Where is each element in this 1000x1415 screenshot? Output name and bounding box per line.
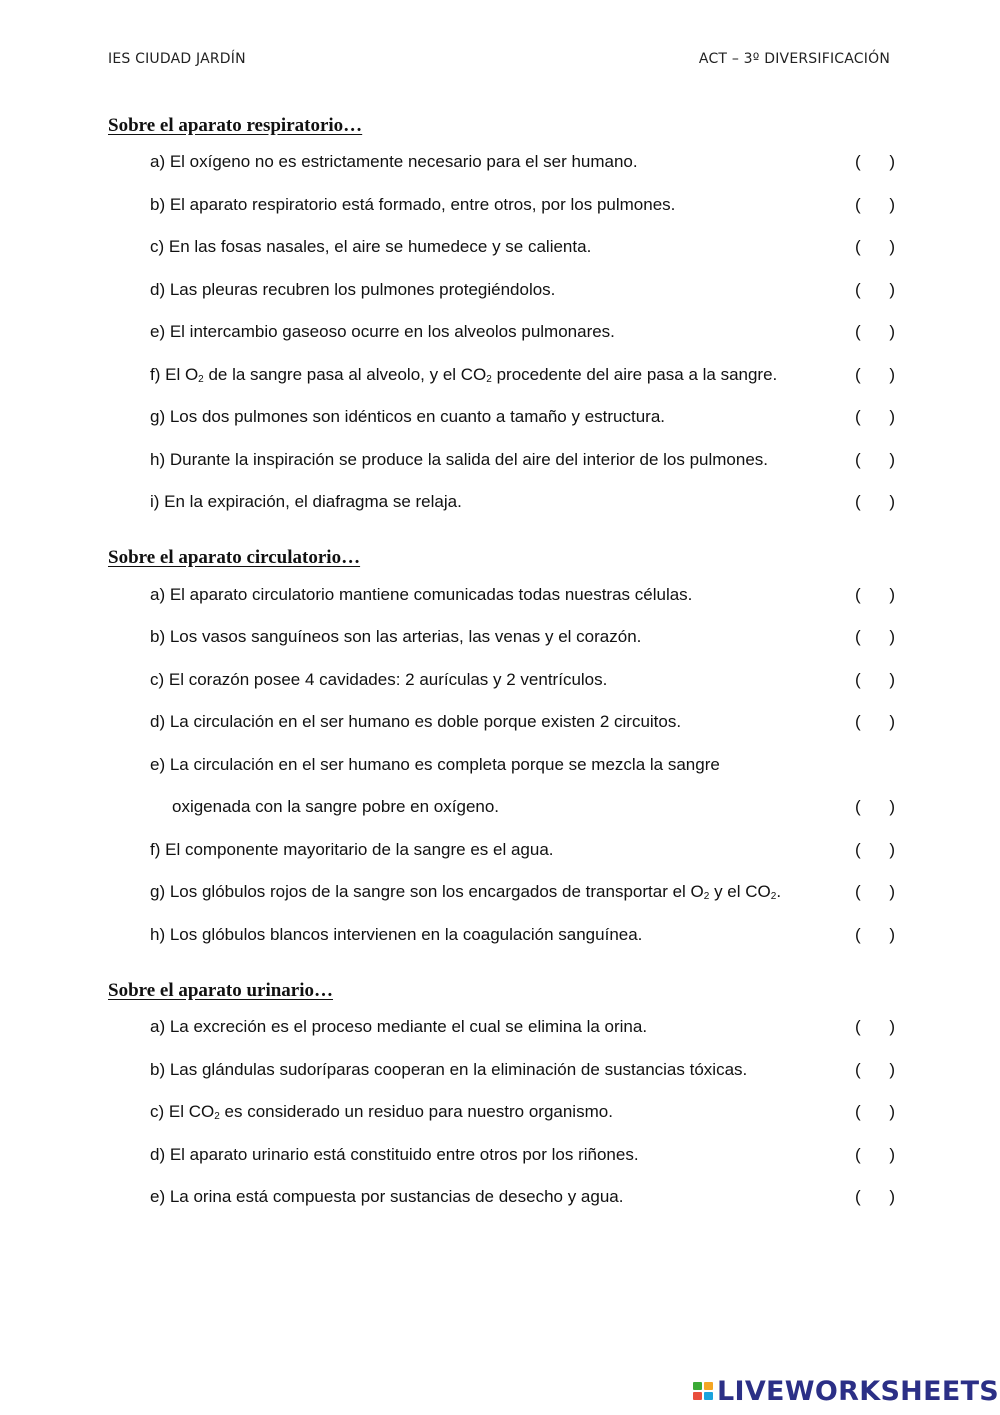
question-text: f) El $O_2$ de la sangre pasa al alveolo, y el $CO_2$ procedente del aire pasa a la sangre. (150, 365, 778, 385)
question-text: h) Los glóbulos blancos intervienen en la coagulación sanguínea. (150, 925, 643, 944)
paren-open: ( (855, 407, 861, 426)
paren-open: ( (855, 450, 861, 469)
paren-close: ) (889, 237, 895, 256)
answer-box[interactable] (855, 797, 895, 817)
paren-close: ) (889, 152, 895, 171)
paren-close: ) (889, 840, 895, 859)
paren-open: ( (855, 492, 861, 511)
paren-open: ( (855, 797, 861, 816)
paren-close: ) (889, 627, 895, 646)
paren-open: ( (855, 1060, 861, 1079)
section-title-circulatorio: Sobre el aparato circulatorio… (108, 547, 361, 568)
answer-box[interactable] (855, 195, 895, 215)
logo-square-blue (704, 1392, 713, 1400)
liveworksheets-logo-text: LIVEWORKSHEETS (717, 1375, 1000, 1407)
paren-open: ( (855, 882, 861, 901)
logo-square-green (693, 1382, 702, 1390)
answer-box[interactable] (855, 925, 895, 945)
paren-open: ( (855, 925, 861, 944)
paren-open: ( (855, 1102, 861, 1121)
paren-close: ) (889, 1145, 895, 1164)
section-title-urinario: Sobre el aparato urinario… (108, 980, 334, 1001)
paren-open: ( (855, 670, 861, 689)
paren-open: ( (855, 1145, 861, 1164)
answer-box[interactable] (855, 237, 895, 257)
question-text-continuation: oxigenada con la sangre pobre en oxígeno. (172, 797, 500, 816)
question-text: a) El oxígeno no es estrictamente necesario para el ser humano. (150, 152, 638, 171)
paren-close: ) (889, 195, 895, 214)
paren-open: ( (855, 627, 861, 646)
question-text: b) Los vasos sanguíneos son las arterias, las venas y el corazón. (150, 627, 642, 646)
paren-close: ) (889, 1187, 895, 1206)
answer-box[interactable] (855, 670, 895, 690)
question-text: e) La circulación en el ser humano es completa porque se mezcla la sangre (150, 755, 720, 774)
paren-open: ( (855, 322, 861, 341)
answer-box[interactable] (855, 1017, 895, 1037)
paren-open: ( (855, 840, 861, 859)
paren-close: ) (889, 797, 895, 816)
answer-box[interactable] (855, 1187, 895, 1207)
question-text: d) El aparato urinario está constituido entre otros por los riñones. (150, 1145, 639, 1164)
paren-open: ( (855, 1187, 861, 1206)
paren-close: ) (889, 670, 895, 689)
answer-box[interactable] (855, 1145, 895, 1165)
liveworksheets-logo[interactable] (693, 1376, 999, 1406)
answer-box[interactable] (855, 365, 895, 385)
question-text: c) El corazón posee 4 cavidades: 2 aurículas y 2 ventrículos. (150, 670, 608, 689)
answer-box[interactable] (855, 407, 895, 427)
paren-close: ) (889, 1017, 895, 1036)
paren-open: ( (855, 365, 861, 384)
answer-box[interactable] (855, 152, 895, 172)
answer-box[interactable] (855, 492, 895, 512)
question-text: b) El aparato respiratorio está formado, entre otros, por los pulmones. (150, 195, 676, 214)
question-text: h) Durante la inspiración se produce la salida del aire del interior de los pulmones. (150, 450, 769, 469)
paren-close: ) (889, 280, 895, 299)
logo-square-red (693, 1392, 702, 1400)
question-text: c) El $CO_2$ es considerado un residuo para nuestro organismo. (150, 1102, 613, 1122)
paren-close: ) (889, 1060, 895, 1079)
paren-open: ( (855, 237, 861, 256)
answer-box[interactable] (855, 280, 895, 300)
question-text: e) La orina está compuesta por sustancias de desecho y agua. (150, 1187, 624, 1206)
paren-close: ) (889, 1102, 895, 1121)
answer-box[interactable] (855, 1060, 895, 1080)
answer-box[interactable] (855, 322, 895, 342)
paren-close: ) (889, 492, 895, 511)
answer-box[interactable] (855, 882, 895, 902)
header-course: ACT – 3º DIVERSIFICACIÓN (698, 51, 890, 67)
question-text: c) En las fosas nasales, el aire se humedece y se calienta. (150, 237, 592, 256)
paren-close: ) (889, 712, 895, 731)
answer-box[interactable] (855, 450, 895, 470)
paren-open: ( (855, 152, 861, 171)
question-text: g) Los dos pulmones son idénticos en cuanto a tamaño y estructura. (150, 407, 666, 426)
question-text: i) En la expiración, el diafragma se relaja. (150, 492, 462, 511)
question-text: d) La circulación en el ser humano es doble porque existen 2 circuitos. (150, 712, 682, 731)
answer-box[interactable] (855, 840, 895, 860)
paren-close: ) (889, 585, 895, 604)
paren-open: ( (855, 1017, 861, 1036)
paren-close: ) (889, 365, 895, 384)
paren-close: ) (889, 322, 895, 341)
paren-open: ( (855, 280, 861, 299)
paren-close: ) (889, 882, 895, 901)
question-text: b) Las glándulas sudoríparas cooperan en la eliminación de sustancias tóxicas. (150, 1060, 748, 1079)
question-text: a) El aparato circulatorio mantiene comunicadas todas nuestras células. (150, 585, 693, 604)
answer-box[interactable] (855, 585, 895, 605)
question-text: e) El intercambio gaseoso ocurre en los alveolos pulmonares. (150, 322, 615, 341)
question-text: d) Las pleuras recubren los pulmones protegiéndolos. (150, 280, 556, 299)
answer-box[interactable] (855, 627, 895, 647)
section-title-respiratorio: Sobre el aparato respiratorio… (108, 115, 363, 136)
answer-box[interactable] (855, 712, 895, 732)
paren-open: ( (855, 195, 861, 214)
question-text: a) La excreción es el proceso mediante el cual se elimina la orina. (150, 1017, 648, 1036)
paren-close: ) (889, 450, 895, 469)
question-text: f) El componente mayoritario de la sangre es el agua. (150, 840, 554, 859)
paren-close: ) (889, 925, 895, 944)
paren-close: ) (889, 407, 895, 426)
header-school: IES CIUDAD JARDÍN (108, 51, 246, 67)
logo-square-orange (704, 1382, 713, 1390)
question-text: g) Los glóbulos rojos de la sangre son los encargados de transportar el $O_2$ y el $CO_2$. (150, 882, 782, 902)
paren-open: ( (855, 712, 861, 731)
liveworksheets-logo-icon (693, 1378, 715, 1404)
answer-box[interactable] (855, 1102, 895, 1122)
paren-open: ( (855, 585, 861, 604)
